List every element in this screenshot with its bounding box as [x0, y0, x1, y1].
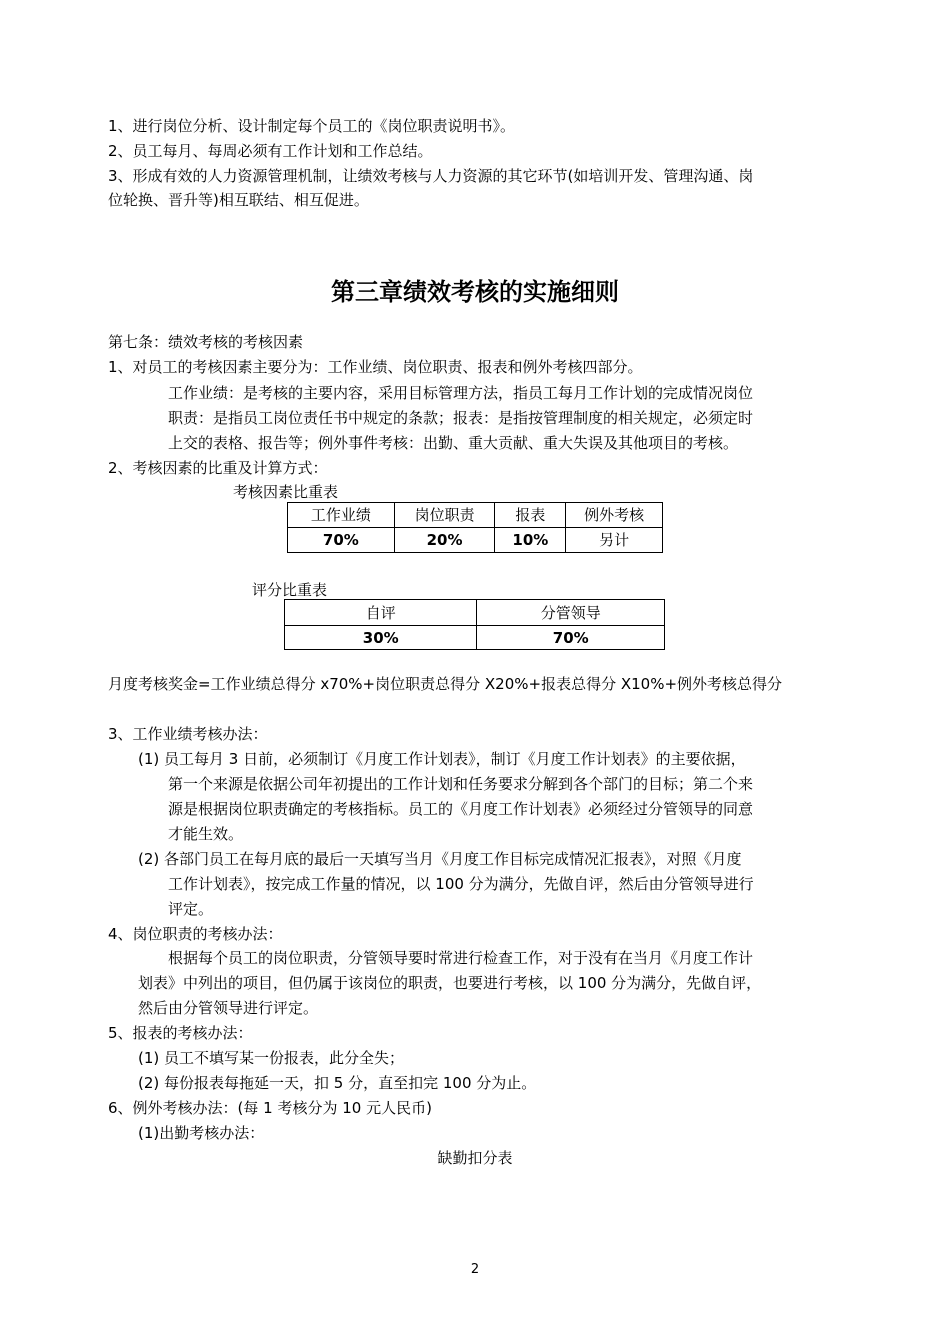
factor-header-duty: 岗位职责 [394, 503, 495, 528]
factor-header-exception: 例外考核 [566, 503, 663, 528]
article-7-detail-line-2: 职责：是指员工岗位责任书中规定的条款；报表：是指按管理制度的相关规定，必须定时 [168, 409, 754, 427]
article-7-heading: 第七条：绩效考核的考核因素 [108, 333, 304, 351]
score-value-manager: 70% [477, 626, 665, 650]
factor-value-performance: 70% [288, 528, 395, 553]
intro-item-3-line-1: 3、形成有效的人力资源管理机制，让绩效考核与人力资源的其它环节(如培训开发、管理沟通、岗 [108, 167, 754, 185]
score-value-self: 30% [285, 626, 477, 650]
intro-item-2: 2、员工每月、每周必须有工作计划和工作总结。 [108, 142, 433, 160]
section-3-item-1-line-1: (1) 员工每月 3 日前，必须制订《月度工作计划表》，制订《月度工作计划表》的主要依据， [138, 750, 746, 768]
page-number: 2 [470, 1262, 480, 1277]
factor-header-report: 报表 [495, 503, 566, 528]
section-6-item-1: (1)出勤考核办法： [138, 1124, 265, 1142]
article-7-paragraph-1: 1、对员工的考核因素主要分为：工作业绩、岗位职责、报表和例外考核四部分。 [108, 358, 643, 376]
factor-value-exception: 另计 [566, 528, 663, 553]
factor-value-duty: 20% [394, 528, 495, 553]
factor-header-performance: 工作业绩 [288, 503, 395, 528]
section-4-line-2: 划表》中列出的项目，但仍属于该岗位的职责，也要进行考核，以 100 分为满分，先做自评， [138, 974, 762, 992]
chapter-title: 第三章绩效考核的实施细则 [331, 278, 619, 306]
factor-value-report: 10% [495, 528, 566, 553]
section-3-item-1-line-3: 源是根据岗位职责确定的考核指标。员工的《月度工作计划表》必须经过分管领导的同意 [168, 800, 754, 818]
absence-table-caption: 缺勤扣分表 [437, 1149, 513, 1167]
section-4-line-3: 然后由分管领导进行评定。 [138, 999, 319, 1017]
article-7-detail-line-1: 工作业绩：是考核的主要内容，采用目标管理方法，指员工每月工作计划的完成情况岗位 [168, 384, 754, 402]
section-3-heading: 3、工作业绩考核办法： [108, 725, 268, 743]
intro-item-3-line-2: 位轮换、晋升等)相互联结、相互促进。 [108, 191, 369, 209]
section-4-heading: 4、岗位职责的考核办法： [108, 925, 283, 943]
score-weight-table [284, 599, 665, 650]
section-6-heading: 6、例外考核办法：(每 1 考核分为 10 元人民币) [108, 1099, 432, 1117]
score-header-manager: 分管领导 [477, 600, 665, 626]
section-3-item-2-line-3: 评定。 [168, 900, 214, 918]
bonus-formula: 月度考核奖金=工作业绩总得分 x70%+岗位职责总得分 X20%+报表总得分 X10%+例外考核总得分 [108, 675, 783, 693]
section-5-item-1: (1) 员工不填写某一份报表，此分全失； [138, 1049, 405, 1067]
section-5-heading: 5、报表的考核办法： [108, 1024, 253, 1042]
factor-table-caption: 考核因素比重表 [233, 483, 339, 501]
section-4-line-1: 根据每个员工的岗位职责，分管领导要时常进行检查工作，对于没有在当月《月度工作计 [168, 949, 754, 967]
article-7-paragraph-2: 2、考核因素的比重及计算方式： [108, 459, 328, 477]
score-table-caption: 评分比重表 [252, 581, 328, 599]
section-3-item-1-line-2: 第一个来源是依据公司年初提出的工作计划和任务要求分解到各个部门的目标；第二个来 [168, 775, 754, 793]
article-7-detail-line-3: 上交的表格、报告等；例外事件考核：出勤、重大贡献、重大失误及其他项目的考核。 [168, 434, 739, 452]
intro-item-1: 1、进行岗位分析、设计制定每个员工的《岗位职责说明书》。 [108, 117, 516, 135]
section-3-item-2-line-1: (2) 各部门员工在每月底的最后一天填写当月《月度工作目标完成情况汇报表》，对照《月度 [138, 850, 742, 868]
score-header-self: 自评 [285, 600, 477, 626]
factor-weight-table [287, 502, 663, 553]
section-3-item-1-line-4: 才能生效。 [168, 825, 244, 843]
section-5-item-2: (2) 每份报表每拖延一天，扣 5 分，直至扣完 100 分为止。 [138, 1074, 537, 1092]
section-3-item-2-line-2: 工作计划表》，按完成工作量的情况，以 100 分为满分，先做自评，然后由分管领导进行 [168, 875, 754, 893]
